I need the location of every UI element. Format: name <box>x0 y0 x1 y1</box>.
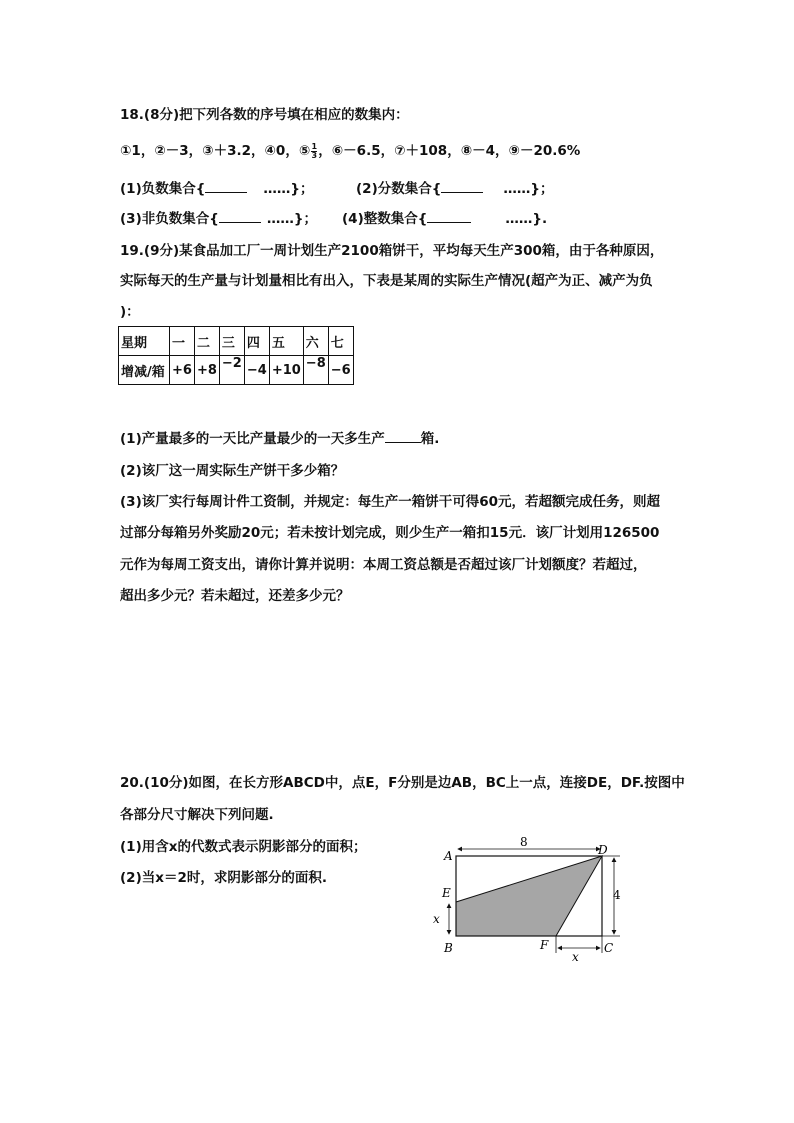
table-cell-day: 三 <box>219 327 244 356</box>
q19-sub3-line3: 元作为每周工资支出，请你计算并说明：本周工资总额是否超过该厂计划额度？若超过， <box>120 557 647 573</box>
table-cell-day: 六 <box>303 327 328 356</box>
dim-label-4: 4 <box>613 888 621 902</box>
dim-label-8: 8 <box>520 835 528 849</box>
table-cell-value: +6 <box>170 356 195 385</box>
table-cell-value: +8 <box>194 356 219 385</box>
label-f: F <box>540 938 549 952</box>
answer-blank[interactable] <box>385 428 421 443</box>
q19-sub2: (2)该厂这一周实际生产饼干多少箱？ <box>120 463 345 479</box>
table-cell-day: 五 <box>269 327 303 356</box>
table-cell-day: 二 <box>194 327 219 356</box>
q19-line2: 实际每天的生产量与计划量相比有出入，下表是某周的实际生产情况(超产为正、减产为负 <box>120 273 653 289</box>
fraction-one-third: $\frac{1}{3}$ <box>311 141 318 160</box>
q20-line2: 各部分尺寸解决下列问题. <box>120 807 274 823</box>
table-cell-value: −4 <box>244 356 269 385</box>
table-row-days <box>119 327 354 356</box>
q19-line1: 19.(9分)某食品加工厂一周计划生产2100箱饼干，平均每天生产300箱，由于各种原因， <box>120 243 664 259</box>
table-cell-day: 七 <box>328 327 353 356</box>
q19-sub1: (1)产量最多的一天比产量最少的一天多生产 箱. <box>120 427 439 447</box>
label-a: A <box>444 849 453 863</box>
table-cell-value: −8 <box>303 356 328 385</box>
q18-set-integer: (4)整数集合{ ……}. <box>342 207 547 227</box>
q18-set-negative: (1)负数集合{ ……}； <box>120 177 313 197</box>
dim-label-x-left: x <box>433 912 440 926</box>
table-cell-day: 一 <box>170 327 195 356</box>
q19-line3: )： <box>120 304 140 320</box>
table-cell-value: −6 <box>328 356 353 385</box>
table-header-weekday: 星期 <box>119 327 170 356</box>
rectangle-figure <box>432 835 632 965</box>
table-header-change: 增减/箱 <box>119 356 170 385</box>
q19-sub3-line2: 过部分每箱另外奖励20元；若未按计划完成，则少生产一箱扣15元．该厂计划用126500 <box>120 525 660 541</box>
answer-blank[interactable] <box>427 208 471 223</box>
q20-sub1: (1)用含x的代数式表示阴影部分的面积； <box>120 839 367 855</box>
q20-sub2: (2)当x＝2时，求阴影部分的面积. <box>120 870 327 886</box>
production-table <box>118 326 354 385</box>
answer-blank[interactable] <box>441 178 483 193</box>
dim-label-x-bottom: x <box>572 950 579 964</box>
shaded-region <box>456 856 602 936</box>
label-d: D <box>598 843 608 857</box>
q20-line1: 20.(10分)如图，在长方形ABCD中，点E，F分别是边AB，BC上一点，连接DE，DF.按图中 <box>120 775 685 791</box>
label-b: B <box>444 941 453 955</box>
q19-sub3-line4: 超出多少元？若未超过，还差多少元？ <box>120 588 350 604</box>
q19-sub3-line1: (3)该厂实行每周计件工资制，并规定：每生产一箱饼干可得60元，若超额完成任务，则超 <box>120 494 661 510</box>
q18-number-list <box>120 139 580 160</box>
q18-numbers-pre: ①1，②－3，③＋3.2，④0，⑤ <box>120 143 311 159</box>
table-row-change <box>119 356 354 385</box>
label-e: E <box>442 886 451 900</box>
label-c: C <box>604 941 614 955</box>
answer-blank[interactable] <box>219 208 261 223</box>
table-cell-value: −2 <box>219 356 244 385</box>
q18-set-nonnegative: (3)非负数集合{ ……}； <box>120 207 317 227</box>
q18-set-fraction: (2)分数集合{ ……}； <box>356 177 553 197</box>
q18-numbers-post: ，⑥－6.5，⑦＋108，⑧－4，⑨－20.6% <box>318 143 581 159</box>
table-cell-day: 四 <box>244 327 269 356</box>
q18-title: 18.(8分)把下列各数的序号填在相应的数集内： <box>120 107 409 123</box>
answer-blank[interactable] <box>205 178 247 193</box>
table-cell-value: +10 <box>269 356 303 385</box>
